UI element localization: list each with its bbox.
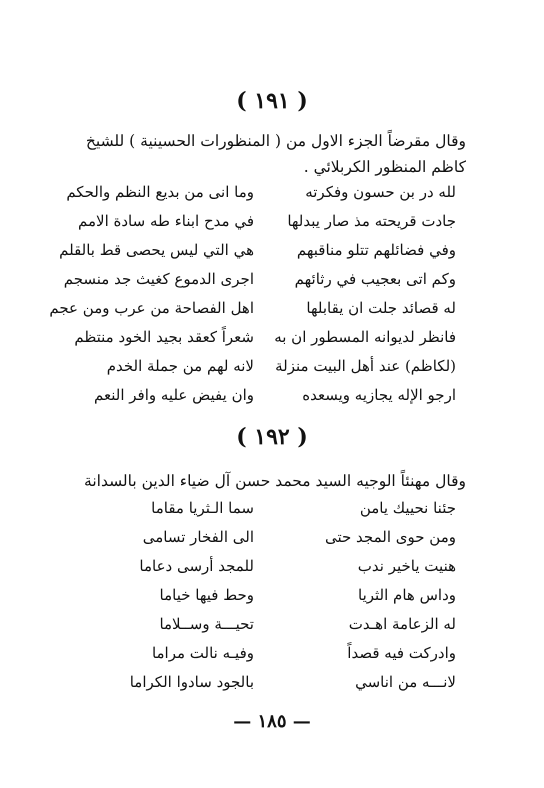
verse-first-hemistich: له قصائد جلت ان يقابلها xyxy=(306,299,456,317)
page-number: — ١٨٥ — xyxy=(233,711,311,732)
poem-191-intro-line-1: وقال مقرضاً الجزء الاول من ( المنظورات الحسينية ) للشيخ xyxy=(85,132,466,150)
verse-second-hemistich: الى الفخار تسامى xyxy=(142,528,254,546)
verse-row xyxy=(0,296,544,326)
verse-first-hemistich: ارجو الإله يجازيه ويسعده xyxy=(302,386,456,404)
verse-first-hemistich: فانظر لديوانه المسطور ان به xyxy=(274,328,456,346)
verse-row xyxy=(0,209,544,239)
verse-row xyxy=(0,612,544,642)
verse-second-hemistich: اجرى الدموع كغيث جد منسجم xyxy=(63,270,254,288)
verse-second-hemistich: في مدح ابناء طه سادة الامم xyxy=(78,212,254,230)
verse-row xyxy=(0,238,544,268)
verse-second-hemistich: اهل الفصاحة من عرب ومن عجم xyxy=(49,299,254,317)
verse-first-hemistich: وداس هام الثريا xyxy=(358,586,456,604)
verse-row xyxy=(0,496,544,526)
verse-second-hemistich: لانه لهم من جملة الخدم xyxy=(106,357,254,375)
verse-second-hemistich: شعراً كعقد بجيد الخود منتظم xyxy=(74,328,254,346)
verse-second-hemistich: وحط فيها خياما xyxy=(159,586,254,604)
verse-row xyxy=(0,583,544,613)
verse-first-hemistich: جادت قريحته مذ صار يبدلها xyxy=(287,212,456,230)
verse-first-hemistich: ومن حوى المجد حتى xyxy=(324,528,456,546)
verse-row xyxy=(0,525,544,555)
poem-192-heading: ( ١٩٢ ) xyxy=(236,424,308,450)
verse-first-hemistich: وادركت فيه قصداً xyxy=(347,644,456,662)
verse-row xyxy=(0,383,544,413)
verse-row xyxy=(0,641,544,671)
poem-192-intro-line-1: وقال مهنئاً الوجيه السيد محمد حسن آل ضياء الدين بالسدانة xyxy=(84,472,466,490)
verse-first-hemistich: وكم اتى بعجيب في رثائهم xyxy=(294,270,456,288)
verse-second-hemistich: وفيـه نالت مراما xyxy=(151,644,254,662)
verse-first-hemistich: لله در بن حسون وفكرته xyxy=(305,183,456,201)
verse-row xyxy=(0,670,544,700)
verse-row xyxy=(0,180,544,210)
poem-191-intro-line-2: كاظم المنظور الكربلائي . xyxy=(303,158,466,176)
verse-first-hemistich: جئنا نحييك يامن xyxy=(359,499,456,517)
poem-191-heading: ( ١٩١ ) xyxy=(236,88,308,114)
verse-second-hemistich: وما انى من بديع النظم والحكم xyxy=(66,183,254,201)
verse-second-hemistich: للمجد أرسى دعاما xyxy=(139,557,254,575)
verse-first-hemistich: وفي فضائلهم تتلو مناقبهم xyxy=(296,241,456,259)
verse-row xyxy=(0,267,544,297)
verse-second-hemistich: هي التي ليس يحصى قط بالقلم xyxy=(59,241,254,259)
verse-row xyxy=(0,554,544,584)
verse-row xyxy=(0,325,544,355)
verse-row xyxy=(0,354,544,384)
verse-first-hemistich: هنيت ياخير ندب xyxy=(357,557,456,575)
verse-first-hemistich: له الزعامة اهـدت xyxy=(348,615,456,633)
verse-first-hemistich: (لكاظم) عند أهل البيت منزلة xyxy=(275,357,456,375)
verse-second-hemistich: تحيـــة وســلاما xyxy=(159,615,254,633)
verse-second-hemistich: وان يفيض عليه وافر النعم xyxy=(94,386,254,404)
verse-second-hemistich: سما الـثريا مقاما xyxy=(151,499,254,517)
verse-first-hemistich: لانـــه من اناسي xyxy=(355,673,456,691)
verse-second-hemistich: بالجود سادوا الكراما xyxy=(129,673,254,691)
